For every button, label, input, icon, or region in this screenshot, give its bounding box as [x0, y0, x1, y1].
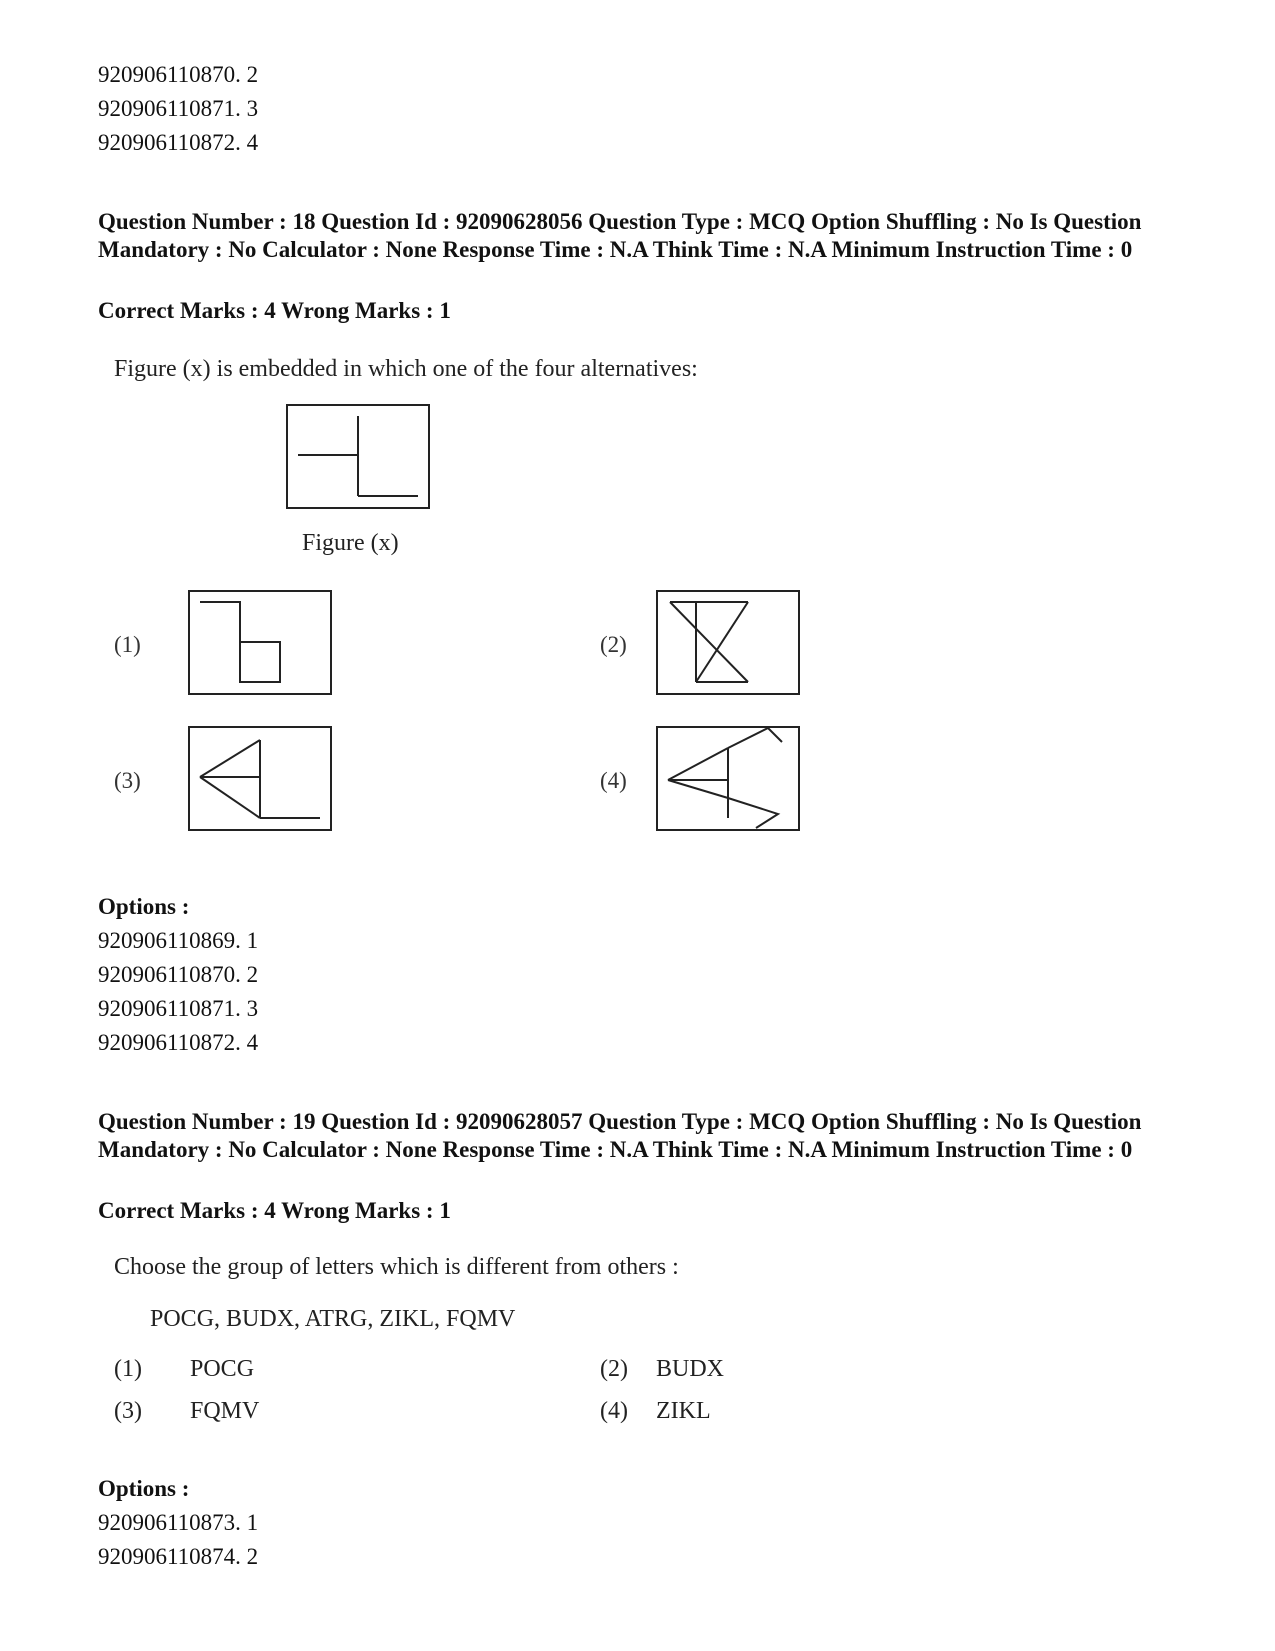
q19-prompt: Choose the group of letters which is different from others :: [114, 1254, 679, 1280]
q18-header: Question Number : 18 Question Id : 92090628056 Question Type : MCQ Option Shuffling : No Is Question Mandatory : No Calculator : None Response Time : N.A Think Time : N.A Minimum Instruction Time : 0: [98, 209, 1142, 262]
choice-number: (3): [114, 1398, 142, 1424]
alt-label-1: (1): [114, 632, 141, 657]
choice-number: (4): [600, 1398, 628, 1424]
option-line: 920906110870. 2: [98, 962, 259, 987]
q19-letter-groups: POCG, BUDX, ATRG, ZIKL, FQMV: [150, 1306, 516, 1332]
choice-number: (1): [114, 1356, 142, 1382]
alt-figure-4: [656, 726, 806, 832]
choice-text: ZIKL: [656, 1398, 711, 1424]
option-line: 920906110871. 3: [98, 996, 259, 1021]
alt-figure-3: [188, 726, 332, 832]
q19-options-heading: Options :: [98, 1476, 190, 1501]
alt-label-4: (4): [600, 768, 627, 793]
choice-text: POCG: [190, 1356, 255, 1382]
option-line: 920906110874. 2: [98, 1544, 259, 1569]
q19-header: Question Number : 19 Question Id : 92090628057 Question Type : MCQ Option Shuffling : No Is Question Mandatory : No Calculator : None Response Time : N.A Think Time : N.A Minimum Instruction Time : 0: [98, 1109, 1142, 1162]
option-line: 920906110873. 1: [98, 1510, 259, 1535]
alt-figure-2: [656, 590, 800, 696]
q19-marks: Correct Marks : 4 Wrong Marks : 1: [98, 1198, 451, 1223]
choice-text: FQMV: [190, 1398, 260, 1424]
option-line: 920906110870. 2: [98, 62, 259, 87]
alt-figure-1: [188, 590, 332, 696]
option-line: 920906110871. 3: [98, 96, 259, 121]
q18-options-heading: Options :: [98, 894, 190, 919]
alt-label-2: (2): [600, 632, 627, 657]
q18-prompt: Figure (x) is embedded in which one of the four alternatives:: [114, 356, 698, 382]
figure-x-caption: Figure (x): [302, 530, 399, 556]
choice-text: BUDX: [656, 1356, 725, 1382]
q18-marks: Correct Marks : 4 Wrong Marks : 1: [98, 298, 451, 323]
option-line: 920906110872. 4: [98, 130, 259, 155]
choice-number: (2): [600, 1356, 628, 1382]
option-line: 920906110872. 4: [98, 1030, 259, 1055]
alt-label-3: (3): [114, 768, 141, 793]
figure-x: [286, 404, 430, 510]
option-line: 920906110869. 1: [98, 928, 259, 953]
